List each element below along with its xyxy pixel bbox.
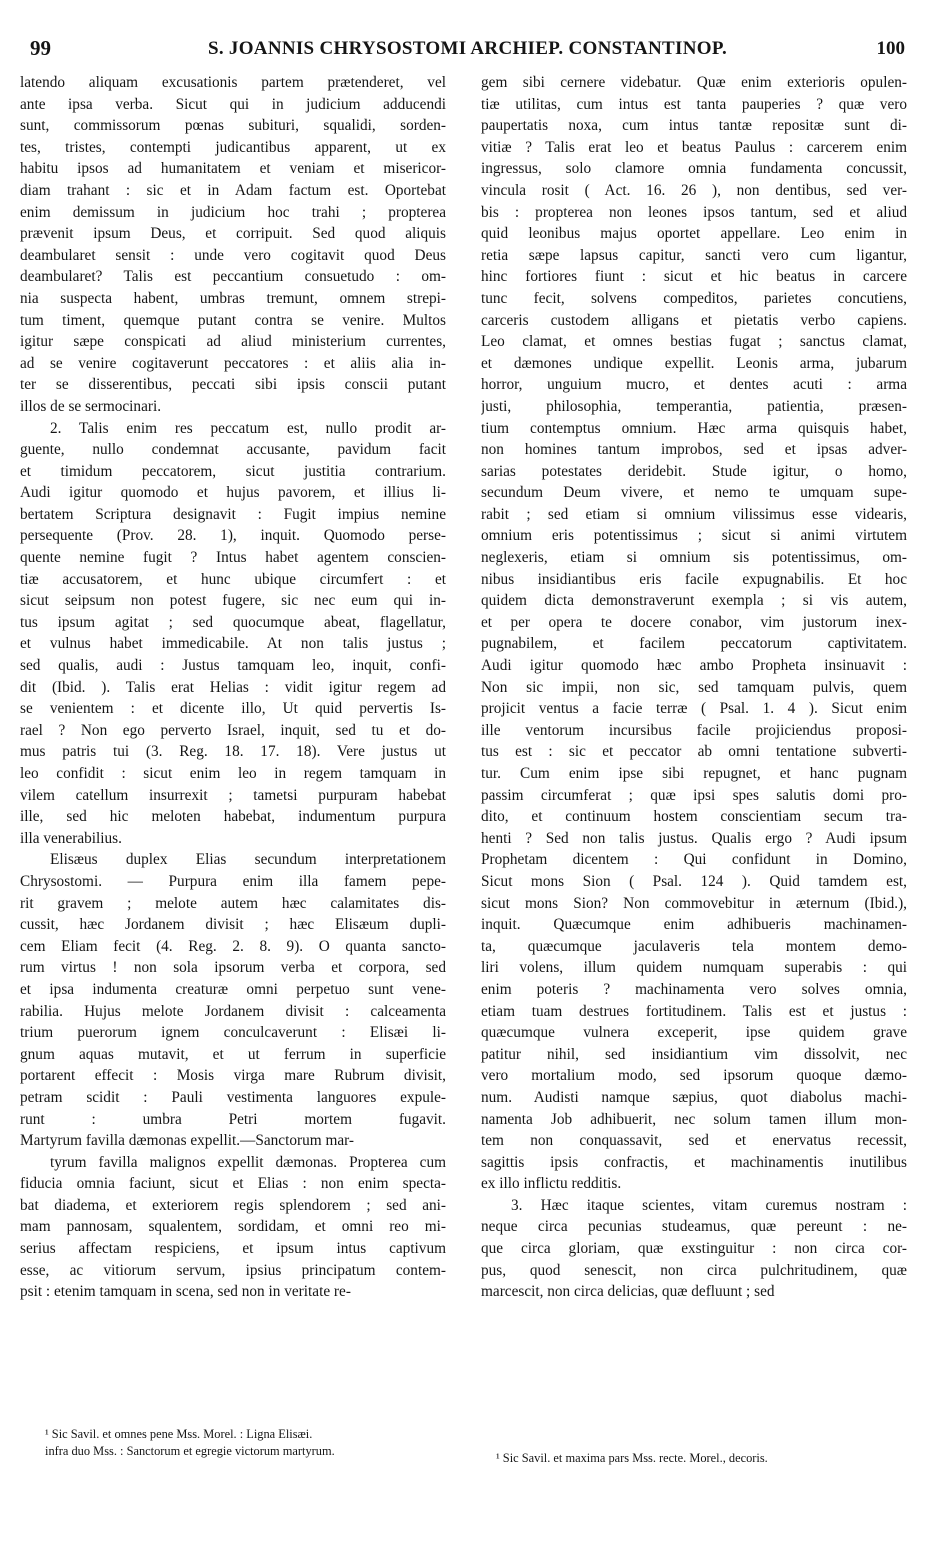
- text-line: namenta Job adhibuerit, nec solum tamen illum mon-: [481, 1110, 907, 1128]
- page-header: [30, 36, 905, 66]
- text-line: quid leonibus majus oportet appellare. Leo enim in: [481, 225, 907, 243]
- text-line: Elisæus duplex Elias secundum interpretationem: [50, 851, 446, 869]
- text-line: sed qualis, audi : Justus tamquam leo, inquit, confi-: [20, 657, 446, 675]
- text-line: et timidum peccatorem, sicut justitia contrarium.: [20, 462, 446, 480]
- text-line: 3. Hæc itaque scientes, vitam curemus nostram :: [511, 1196, 907, 1214]
- text-line: neque circa pecunias studeamus, quæ pereunt : ne-: [481, 1218, 907, 1236]
- text-line: fiducia omnia faciunt, sicut et Elias : non enim specta-: [20, 1175, 446, 1193]
- text-line: tiæ accusatorem, et hunc ubique circumfert : et: [20, 570, 446, 588]
- text-line: Sicut mons Sion ( Psal. 124 ). Quid tamdem est,: [481, 872, 907, 890]
- text-line: ille ventorum incursibus facile projiciendus proposi-: [481, 721, 907, 739]
- text-line: Audi igitur quomodo hæc ambo Propheta insinuavit :: [481, 657, 907, 675]
- page-number-right: 100: [876, 38, 905, 59]
- text-line: guente, nullo condemnat accusante, pavidum facit: [20, 441, 446, 459]
- text-line: tus ipsum agitat ; sed quocumque abeat, flagellatur,: [20, 613, 446, 631]
- right-text-column: [481, 72, 907, 1303]
- text-line: sicut mons Sion? Non commovebitur in æternum (Ibid.),: [481, 894, 907, 912]
- text-line: Audi igitur quomodo et hujus pavorem, et illius li-: [20, 484, 446, 502]
- text-line: illos de se sermocinari.: [20, 397, 162, 415]
- text-line: tem non conquassavit, sed et enervatus recessit,: [481, 1132, 907, 1150]
- footnote-line: ¹ Sic Savil. et maxima pars Mss. recte. Morel., decoris.: [496, 1451, 768, 1465]
- text-line: 2. Talis enim res peccatum est, nullo prodit ar-: [50, 419, 446, 437]
- left-text-column: [20, 72, 446, 1303]
- text-line: tunc fecit, solvens compeditos, parietes concutiens,: [481, 289, 907, 307]
- text-line: bertatem Scriptura designavit : Fugit impius nemine: [20, 505, 446, 523]
- text-line: patitur nihil, sed insidiantium vim dissolvit, nec: [481, 1045, 907, 1063]
- text-line: et per opera te docere conabor, vim justorum inex-: [481, 613, 907, 631]
- text-line: dito, et continuum hostem conscientiam secum tra-: [481, 808, 907, 826]
- text-line: quidem dicta demonstraverunt exempla ; si vis autem,: [481, 592, 907, 610]
- page-number-left: 99: [30, 36, 51, 60]
- text-line: pugnabilem, et facilem peccatorum captivitatem.: [481, 635, 907, 653]
- text-line: tiæ utilitas, cum intus est tanta pauperies ? quæ vero: [481, 95, 907, 113]
- text-line: marcescit, non circa delicias, quæ defluunt ; sed: [481, 1283, 775, 1301]
- text-line: passim circumferat ; quæ ipsi spes salutis domi pro-: [481, 786, 907, 804]
- text-line: cussit, hæc Jordanem divisit ; hæc Elisæum dupli-: [20, 916, 446, 934]
- text-line: diam trahant : sic et in Adam factum est. Oportebat: [20, 181, 446, 199]
- text-line: omnium eris potentissimus ; sicut si animi virtutem: [481, 527, 907, 545]
- footnote-line: infra duo Mss. : Sanctorum et egregie victorum martyrum.: [45, 1444, 335, 1458]
- text-line: sunt, commissorum pœnas subituri, squalidi, sorden-: [20, 117, 446, 135]
- text-line: enim demissum in judicium hoc trahi ; propterea: [20, 203, 446, 221]
- text-line: Leo clamat, et omnes bestias fugat ; sanctus clamat,: [481, 333, 907, 351]
- text-line: vero mortalium modo, sed ipsorum quoque dæmo-: [481, 1067, 907, 1085]
- text-line: ante ipsa verba. Sicut qui in judicium adducendi: [20, 95, 446, 113]
- text-line: henti ? Sed non talis justus. Qualis ergo ? Audi ipsum: [481, 829, 907, 847]
- text-line: mam pannosam, squalentem, sordidam, et omni reo mi-: [20, 1218, 446, 1236]
- text-line: ta, quæcumque jaculaveris tela montem demo-: [481, 937, 907, 955]
- text-line: psit : etenim tamquam in scena, sed non in veritate re-: [20, 1283, 351, 1301]
- text-line: non homines tantum improbos, sed et ipsas adver-: [481, 441, 907, 459]
- text-line: Non sic impii, non sic, sed tamquam pulvis, quem: [481, 678, 907, 696]
- text-line: hinc fortiores fiunt : sicut et hic beatus in carcere: [481, 268, 907, 286]
- text-line: se venientem : et dicente illo, Ut quid pervertis Is-: [20, 700, 446, 718]
- text-line: secundum Deum vivere, et nemo te umquam supe-: [481, 484, 907, 502]
- left-footnotes: [45, 1426, 450, 1460]
- text-line: rabit ; sed etiam si omnium vilissimus esse videaris,: [481, 505, 907, 523]
- text-line: serius affectam respiciens, et ipsum intus captivum: [20, 1240, 446, 1258]
- text-line: quente nemine fugit ? Intus habet agentem conscien-: [20, 549, 446, 567]
- text-line: que circa gloriam, quæ exstinguitur : non circa cor-: [481, 1240, 907, 1258]
- text-line: inquit. Quæcumque enim adhibueris machinamen-: [481, 916, 907, 934]
- text-line: sagittis ipsis confractis, et machinamentis inutilibus: [481, 1153, 907, 1171]
- text-line: dit (Ibid. ). Talis erat Helias : vidit igitur regem ad: [20, 678, 446, 696]
- text-line: gnum aquas mutavit, et ut ferrum in superficie: [20, 1045, 446, 1063]
- text-line: gem sibi cernere videbatur. Quæ enim exterioris opulen-: [481, 74, 907, 91]
- text-line: illa venerabilius.: [20, 829, 122, 847]
- text-line: rum virtus ! non sola ipsorum verba et corpora, sed: [20, 959, 446, 977]
- text-line: rabilia. Hujus melote Jordanem divisit : calceamenta: [20, 1002, 446, 1020]
- text-line: petram scidit : Pauli vestimenta languores expule-: [20, 1088, 446, 1106]
- text-line: vilem catellum insurrexit ; tametsi purpuram habebat: [20, 786, 446, 804]
- text-line: leo confidit : sicut enim leo in regem tamquam in: [20, 765, 446, 782]
- text-line: carceris custodem alligans et pietatis verbo capiens.: [481, 311, 907, 329]
- text-line: rit gravem ; melote autem hæc calamitates dis-: [20, 894, 446, 912]
- text-line: tus est : sic et peccator ab omni tentatione subverti-: [481, 743, 907, 761]
- text-line: liri volens, illum quidem numquam superabis : qui: [481, 959, 907, 977]
- text-line: etiam tuam destrues fortitudinem. Talis est et justus :: [481, 1002, 907, 1020]
- text-line: ad se venire cogitaverunt peccatores : et aliis alia in-: [20, 354, 446, 372]
- text-line: projicit ventus a facie terræ ( Psal. 1. 4 ). Sicut enim: [481, 700, 907, 718]
- text-line: Prophetam dicentem : Qui confidunt in Domino,: [481, 851, 907, 869]
- text-line: portarent effecit : Mosis virga mare Rubrum divisit,: [20, 1067, 446, 1085]
- text-line: ter se disserentibus, peccati sibi ipsis conscii putant: [20, 376, 446, 394]
- text-line: cem Eliam fecit (4. Reg. 2. 8. 9). O quanta sancto-: [20, 937, 446, 955]
- text-line: Chrysostomi. — Purpura enim illa famem pepe-: [20, 872, 446, 890]
- text-line: tes, tristes, contempti judicantibus apparent, ut ex: [20, 138, 446, 156]
- text-line: quæcumque vulnera exceperit, ipse quidem grave: [481, 1024, 907, 1042]
- text-line: sicut seipsum non potest fugere, sic nec eum qui in-: [20, 592, 446, 610]
- text-line: ingressus, solo clamore omnia fundamenta concussit,: [481, 160, 907, 178]
- text-line: retia sæpe lapsus capitur, sancti vero cum ligantur,: [481, 246, 907, 264]
- text-line: esse, ac vitiorum servum, ipsius principatum contem-: [20, 1261, 446, 1279]
- text-line: et ipsa indumenta creaturæ omni perpetuo sunt vene-: [20, 980, 446, 998]
- text-line: sarias potestates deridebit. Stude igitur, o homo,: [481, 462, 907, 480]
- text-line: tur. Cum enim ipse sibi repugnet, et hanc pugnam: [481, 765, 907, 782]
- text-line: latendo aliquam excusationis partem prætenderet, vel: [20, 74, 446, 91]
- text-line: ille, sed hic meloten habebat, indumentum purpura: [20, 808, 446, 826]
- text-line: deambularet? Talis est peccantium consuetudo : om-: [20, 268, 446, 286]
- text-line: horror, unguium mucro, et dentes acuti : arma: [481, 376, 907, 394]
- text-line: bis : propterea non leones ipsos tantum, sed et aliud: [481, 203, 907, 221]
- text-line: pus, quod senescit, non circa pulchritudinem, quæ: [481, 1261, 907, 1279]
- text-line: enim poteris ? machinamenta vero solves omnia,: [481, 980, 907, 998]
- text-line: habitu ipsos ad humanitatem et veniam et misericor-: [20, 160, 446, 178]
- text-line: et dæmones undique expellit. Leonis arma, jubarum: [481, 354, 907, 372]
- text-line: ex illo inflictu redditis.: [481, 1175, 622, 1193]
- text-line: vincula rosit ( Act. 16. 26 ), non dentibus, sed ver-: [481, 181, 907, 199]
- text-line: prævenit ipsum Deus, et corripuit. Sed quod aliquis: [20, 225, 446, 243]
- running-title: S. JOANNIS CHRYSOSTOMI ARCHIEP. CONSTANTINOP.: [207, 38, 728, 59]
- text-line: igitur sæpe conspicati ad aliud ministerium currentes,: [20, 333, 446, 351]
- text-line: et vulnus habet immedicabile. At non talis justus ;: [20, 635, 446, 653]
- text-line: nia suspecta habent, umbras tremunt, omnem strepi-: [20, 289, 446, 307]
- text-line: tium contemptus omnium. Hæc arma quisquis habet,: [481, 419, 907, 437]
- text-line: justi, philosophia, temperantia, patientia, præsen-: [481, 397, 907, 415]
- text-line: runt : umbra Petri mortem fugavit.: [20, 1110, 446, 1128]
- text-line: deambularet sensit : unde vero cogitavit quod Deus: [20, 246, 446, 264]
- text-line: paupertatis noxa, cum intus tantæ repositæ sunt di-: [481, 117, 907, 135]
- text-line: trium puerorum ignem conculcaverunt : Elisæi li-: [20, 1024, 446, 1042]
- text-line: num. Audisti namque sæpius, quot diabolus machi-: [481, 1088, 907, 1106]
- right-footnotes: [496, 1450, 906, 1467]
- text-line: bat diadema, et exteriorem regis splendorem ; sed ani-: [20, 1196, 446, 1214]
- text-line: persequente (Prov. 28. 1), inquit. Quomodo perse-: [20, 527, 446, 545]
- text-line: vitiæ ? Talis erat leo et beatus Paulus : carcerem enim: [481, 138, 907, 156]
- text-line: mus patris tui (3. Reg. 18. 17. 18). Vere justus ut: [20, 743, 446, 761]
- text-line: Martyrum favilla dæmonas expellit.—Sanctorum mar-: [20, 1132, 355, 1150]
- text-line: rael ? Non ego perverto Israel, inquit, sed tu et do-: [20, 721, 446, 739]
- text-line: neglexeris, etiam si omnium sis potentissimus, om-: [481, 549, 907, 567]
- text-line: tyrum favilla malignos expellit dæmonas. Propterea cum: [50, 1153, 446, 1171]
- text-line: tum timent, quemque putant contra se venire. Multos: [20, 311, 446, 329]
- footnote-line: ¹ Sic Savil. et omnes pene Mss. Morel. : Ligna Elisæi.: [45, 1427, 313, 1441]
- text-line: nibus insidiantibus eris facile expugnabilis. Et hoc: [481, 570, 907, 588]
